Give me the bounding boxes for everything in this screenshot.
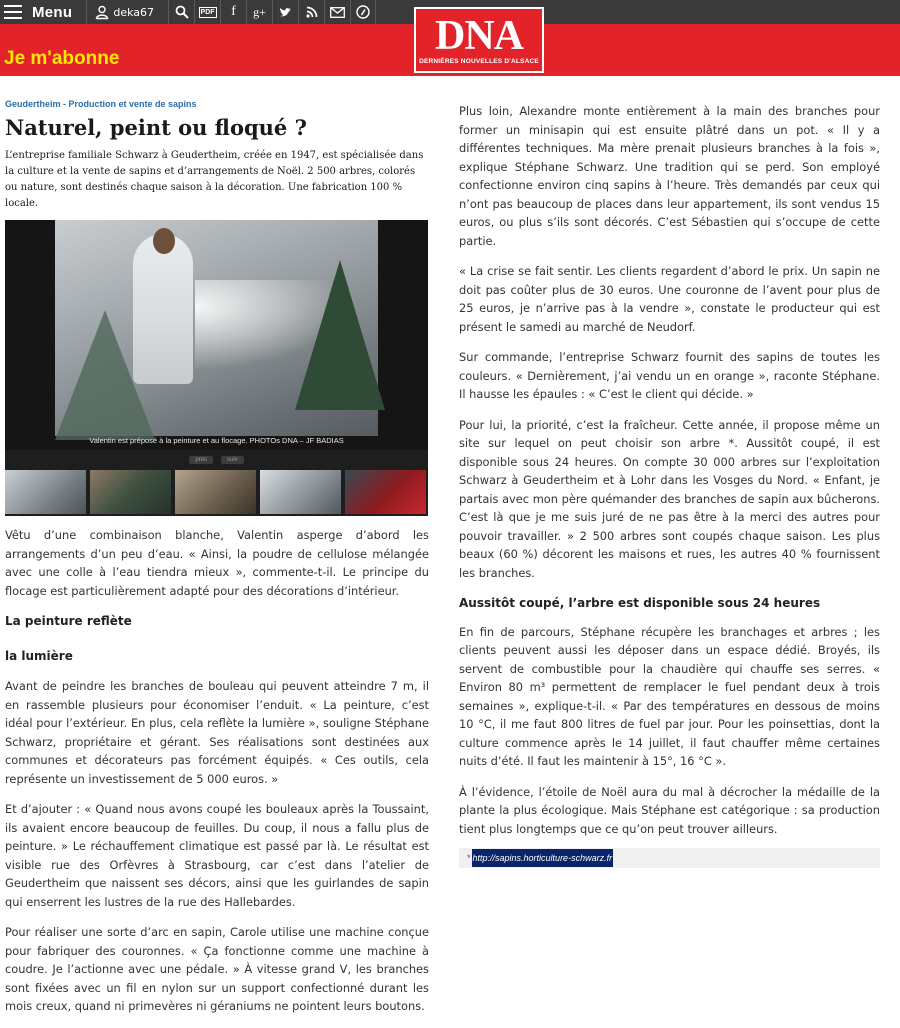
rss-button[interactable]: [298, 0, 324, 24]
menu-button[interactable]: [0, 0, 72, 24]
article-title: Naturel, peint ou floqué ?: [5, 115, 307, 140]
paragraph: Sur commande, l’entreprise Schwarz fournit des sapins de toutes les couleurs. « Dernièrement, j’ai vendu un en orange », raconte Stéphane. Il hausse les épaules : « C’est le client qui décide. »: [459, 350, 880, 401]
paragraph: En fin de parcours, Stéphane récupère les branchages et arbres ; les clients peuvent aussi les déposer dans un espace dédié. Broyés, ils servent de combustible pour la chaudière qui chauffe ses serres. « Environ 80 m³ permettent de remplacer le fuel pendant deux à trois semaines », explique-t-il. « Par des températures en dessous de moins 10 °C, il me faut 800 litres de fuel par jour. Pour les poinsettias, dont la culture commence après le 14 juillet, il faut chauffer même certaines nuits d’été. Il faut les maintenir à 15°, 16 °C ».: [459, 624, 880, 768]
twitter-button[interactable]: [272, 0, 298, 24]
hamburger-icon: [4, 5, 22, 19]
paragraph: Et d’ajouter : « Quand nous avons coupé les bouleaux après la Toussaint, ils avaient encore beaucoup de feuilles. Du coup, il nous a fallu plus de peinture. » Le réchauffement climatique est passé par là. Le résultat est visible rue des Orfèvres à Strasbourg, car c’est dans l’atelier de Geudertheim que naissent ses décors, ainsi que les guirlandes de sapin qui enserrent les lustres de la rue des Hallebardes.: [5, 802, 429, 909]
copyright-button[interactable]: [350, 0, 376, 24]
menu-label: Menu: [32, 3, 73, 21]
googleplus-icon: g+: [253, 4, 266, 19]
paragraph: « La crise se fait sentir. Les clients regardent d’abord le prix. Un sapin ne doit pas coûter plus de 30 euros. Une couronne de l’avent pour plus de 25 euros, je n’arrive pas à la vendre », constate le producteur qui est présent le samedi au marché de Neudorf.: [459, 264, 880, 334]
paragraph: À l’évidence, l’étoile de Noël aura du mal à décrocher la médaille de la plante la plus écologique. Mais Stéphane est catégorique : sa production tient plus longtemps que ce qu’on peut trouver ailleurs.: [459, 784, 880, 836]
logo-title: DNA: [435, 12, 523, 59]
photo-caption: Valentin est préposé à la peinture et au flocage. PHOTOs DNA – JF BADIAS: [89, 436, 344, 445]
gallery-thumbnails: [5, 470, 428, 516]
gallery-thumbnail[interactable]: [345, 470, 426, 514]
gallery-thumbnail[interactable]: [175, 470, 256, 514]
left-column: [5, 99, 427, 1028]
left-body: [5, 526, 429, 1016]
photo-gallery-main[interactable]: [5, 220, 428, 450]
paragraph: Avant de peindre les branches de bouleau qui peuvent atteindre 7 m, il en rassemble plusieurs pour économiser l’enduit. « La peinture, c’est idéal pour l’extérieur. En plus, cela reflète la lumière », souligne Stéphane Schwarz, propriétaire et gérant. Ses réalisations sont destinées aux communes et décorateurs pas forcément équipés. « Ces outils, cela représente un investissement de 5 000 euros. »: [5, 679, 429, 786]
copyright-icon: [356, 5, 370, 19]
article-lead: L’entreprise familiale Schwarz à Geudertheim, créée en 1947, est spécialisée dans la culture et la vente de sapins et d’arrangements de Noël. 2 500 arbres, colorés ou nature, sont destinés chaque saison à la décoration. Une fabrication 100 % locale.: [5, 150, 424, 209]
subheading: Aussitôt coupé, l’arbre est disponible sous 24 heures: [459, 596, 821, 610]
breadcrumb[interactable]: Geudertheim - Production et vente de sapins: [5, 99, 197, 109]
next-button[interactable]: suiv: [221, 456, 244, 464]
rss-icon: [306, 6, 318, 18]
separator: [86, 0, 87, 24]
paragraph: Plus loin, Alexandre monte entièrement à la main des branches pour former un minisapin qui est ensuite plâtré dans un pot. « Il y a différentes techniques. Ma mère prenait plusieurs branches à la fois », explique Stéphane Schwarz. Une tradition qui se perd. Son employé confectionne environ cinq sapins à l’heure. Très demandés par ceux qui n’ont pas beaucoup de places dans leur appartement, ils sont vendus 15 euros, ou plus s’ils sont décorés. C’est Sébastien qui s’occupe de cette partie.: [459, 104, 880, 248]
gallery-thumbnail[interactable]: [5, 470, 86, 514]
footnote-star: *: [467, 852, 471, 863]
mail-icon: [330, 7, 345, 18]
footnote-link[interactable]: http://sapins.horticulture-schwarz.fr: [472, 849, 614, 868]
gallery-thumbnail[interactable]: [90, 470, 171, 514]
user-icon: [95, 5, 109, 19]
gallery-pager: [5, 450, 428, 470]
logo-subtitle: DERNIÈRES NOUVELLES D'ALSACE: [419, 57, 539, 65]
search-icon: [175, 5, 189, 19]
subheading: la lumière: [5, 648, 73, 663]
prev-button[interactable]: prec: [189, 456, 213, 464]
mail-button[interactable]: [324, 0, 350, 24]
subheading: La peinture reflète: [5, 614, 132, 628]
footnote: [459, 848, 880, 868]
search-button[interactable]: [168, 0, 194, 24]
subscribe-link[interactable]: Je m'abonne: [4, 48, 120, 69]
facebook-icon: f: [231, 4, 236, 19]
paragraph: Pour lui, la priorité, c’est la fraîcheur. Cette année, il propose même un site sur lequel on peut choisir son arbre *. Aussitôt coupé, il est disponible sous 24 heures. On compte 30 000 arbres sur l’exploitation Schwarz à Geudertheim et à Lohr dans les Vosges du Nord. « Enfant, je partais avec mon père quémander des branches de sapin aux bûcherons. C’est là que je me suis juré de ne pas être à la merci des autres pour pouvoir travailler. » 2 500 arbres sont coupés chaque saison. Les plus beaux (60 %) décorent les maisons et rues, les autres 40 % fournissent les branches.: [459, 417, 880, 580]
user-account-link[interactable]: [95, 5, 154, 19]
pdf-button[interactable]: [194, 0, 220, 24]
right-column: [459, 102, 880, 868]
twitter-icon: [279, 7, 292, 18]
gallery-thumbnail[interactable]: [260, 470, 341, 514]
paragraph: Vêtu d’une combinaison blanche, Valentin asperge d’abord les arrangements d’un peu d’eau. « Ainsi, la poudre de cellulose mélangée avec une colle à l’eau tiendra mieux », commente-t-il. Le principe du flocage est particulièrement adapté pour des décorations d’intérieur.: [5, 528, 429, 598]
main-photo: [55, 220, 378, 436]
facebook-button[interactable]: [220, 0, 246, 24]
dna-logo[interactable]: [414, 7, 544, 73]
paragraph: Pour réaliser une sorte d’arc en sapin, Carole utilise une machine conçue pour fabriquer des couronnes. « Ça fonctionne comme une machine à coudre. Je l’actionne avec une pédale. » À vitesse grand V, les branches sont fixées avec un fil en nylon sur un support confectionné durant les mois creux, quand ni primevères ni géraniums ne pointent leurs boutons.: [5, 925, 429, 1013]
username: deka67: [113, 5, 155, 19]
googleplus-button[interactable]: [246, 0, 272, 24]
pdf-icon: PDF: [200, 8, 215, 16]
